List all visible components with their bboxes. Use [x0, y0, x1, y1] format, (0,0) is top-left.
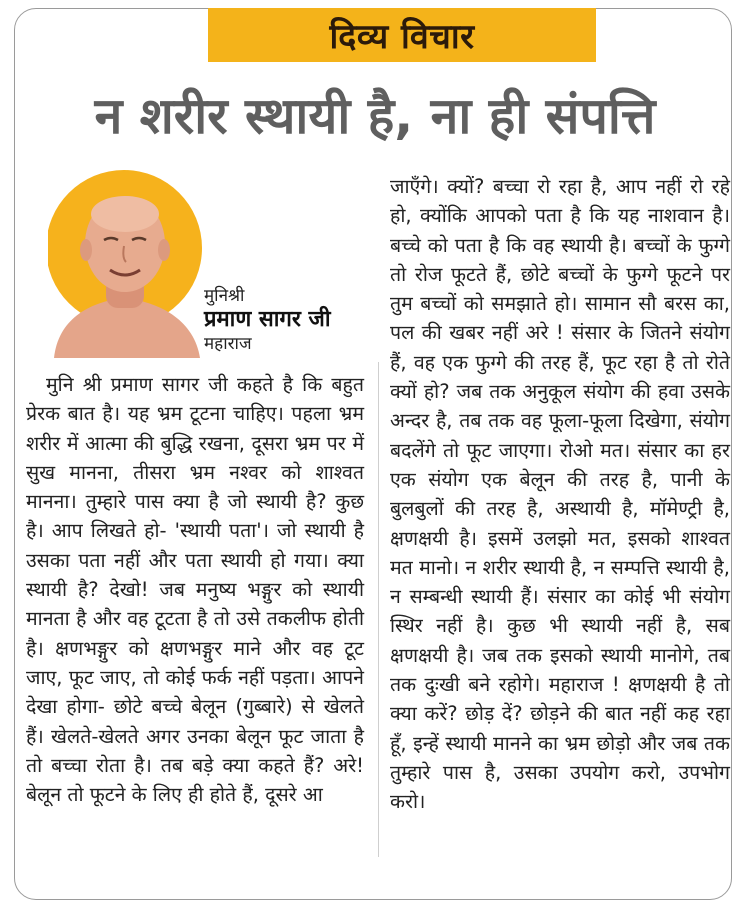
- section-banner: [208, 8, 596, 62]
- article-column-left: मुनि श्री प्रमाण सागर जी कहते है कि बहुत प्रेरक बात है। यह भ्रम टूटना चाहिए। पहला भ्रम शरीर में आत्मा की बुद्धि रखना, दूसरा भ्रम पर में सुख मानना, तीसरा भ्रम नश्वर को शाश्वत मानना। तुम्हारे पास क्या है जो स्थायी है? कुछ है। आप लिखते हो- 'स्थायी पता'। जो स्थायी है उसका पता नहीं और पता स्थायी हो गया। क्या स्थायी है? देखो! जब मनुष्य भङ्गुर को स्थायी मानता है और वह टूटता है तो उसे तकलीफ होती है। क्षणभङ्गुर को क्षणभङ्गुर माने और वह टूट जाए, फूट जाए, तो कोई फर्क नहीं पड़ता। आपने देखा होगा- छोटे बच्चे बेलून (गुब्बारे) से खेलते हैं। खेलते-खेलते अगर उनका बेलून फूट जाता है तो बच्चा रोता है। तब बड़े क्या कहते हैं? अरे! बेलून तो फूटने के लिए ही होते हैं, दूसरे आ: [26, 373, 364, 807]
- author-prefix: मुनिश्री: [204, 286, 245, 306]
- author-name: प्रमाण सागर जी: [204, 307, 331, 332]
- column-divider: [378, 362, 379, 857]
- author-portrait: [48, 170, 204, 358]
- headline: न शरीर स्थायी है, ना ही संपत्ति: [94, 87, 656, 145]
- author-byline: [204, 284, 379, 356]
- author-suffix: महाराज: [204, 334, 252, 354]
- article-column-right: जाएँगे। क्यों? बच्चा रो रहा है, आप नहीं रो रहे हो, क्योंकि आपको पता है कि यह नाशवान है। बच्चे को पता है कि वह स्थायी है। बच्चों के फुग्गे तो रोज फूटते हैं, छोटे बच्चों के फुग्गे फूटने पर तुम बच्चों को समझाते हो। सामान सौ बरस का, पल की खबर नहीं अरे ! संसार के जितने संयोग हैं, वह एक फुग्गे की तरह हैं, फूट रहा है तो रोते क्यों हो? जब तक अनुकूल संयोग की हवा उसके अन्दर है, तब तक वह फूला-फूला दिखेगा, संयोग बदलेंगे तो फूट जाएगा। रोओ मत। संसार का हर एक संयोग एक बेलून की तरह है, पानी के बुलबुलों की तरह है, अस्थायी है, मॉमेण्ट्री है, क्षणक्षयी है। इसमें उलझो मत, इसको शाश्वत मत मानो। न शरीर स्थायी है, न सम्पत्ति स्थायी है, न सम्बन्धी स्थायी हैं। संसार का कोई भी संयोग स्थिर नहीं है। कुछ भी स्थायी नहीं है, सब क्षणक्षयी है। जब तक इसको स्थायी मानोगे, तब तक दुःखी बने रहोगे। महाराज ! क्षणक्षयी है तो क्या करें? छोड़ दें? छोड़ने की बात नहीं कह रहा हूँ, इन्हें स्थायी मानने का भ्रम छोड़ो और जब तक तुम्हारे पास है, उसका उपयोग करो, उपभोग करो।: [390, 175, 730, 814]
- section-label: दिव्य विचार: [329, 17, 475, 57]
